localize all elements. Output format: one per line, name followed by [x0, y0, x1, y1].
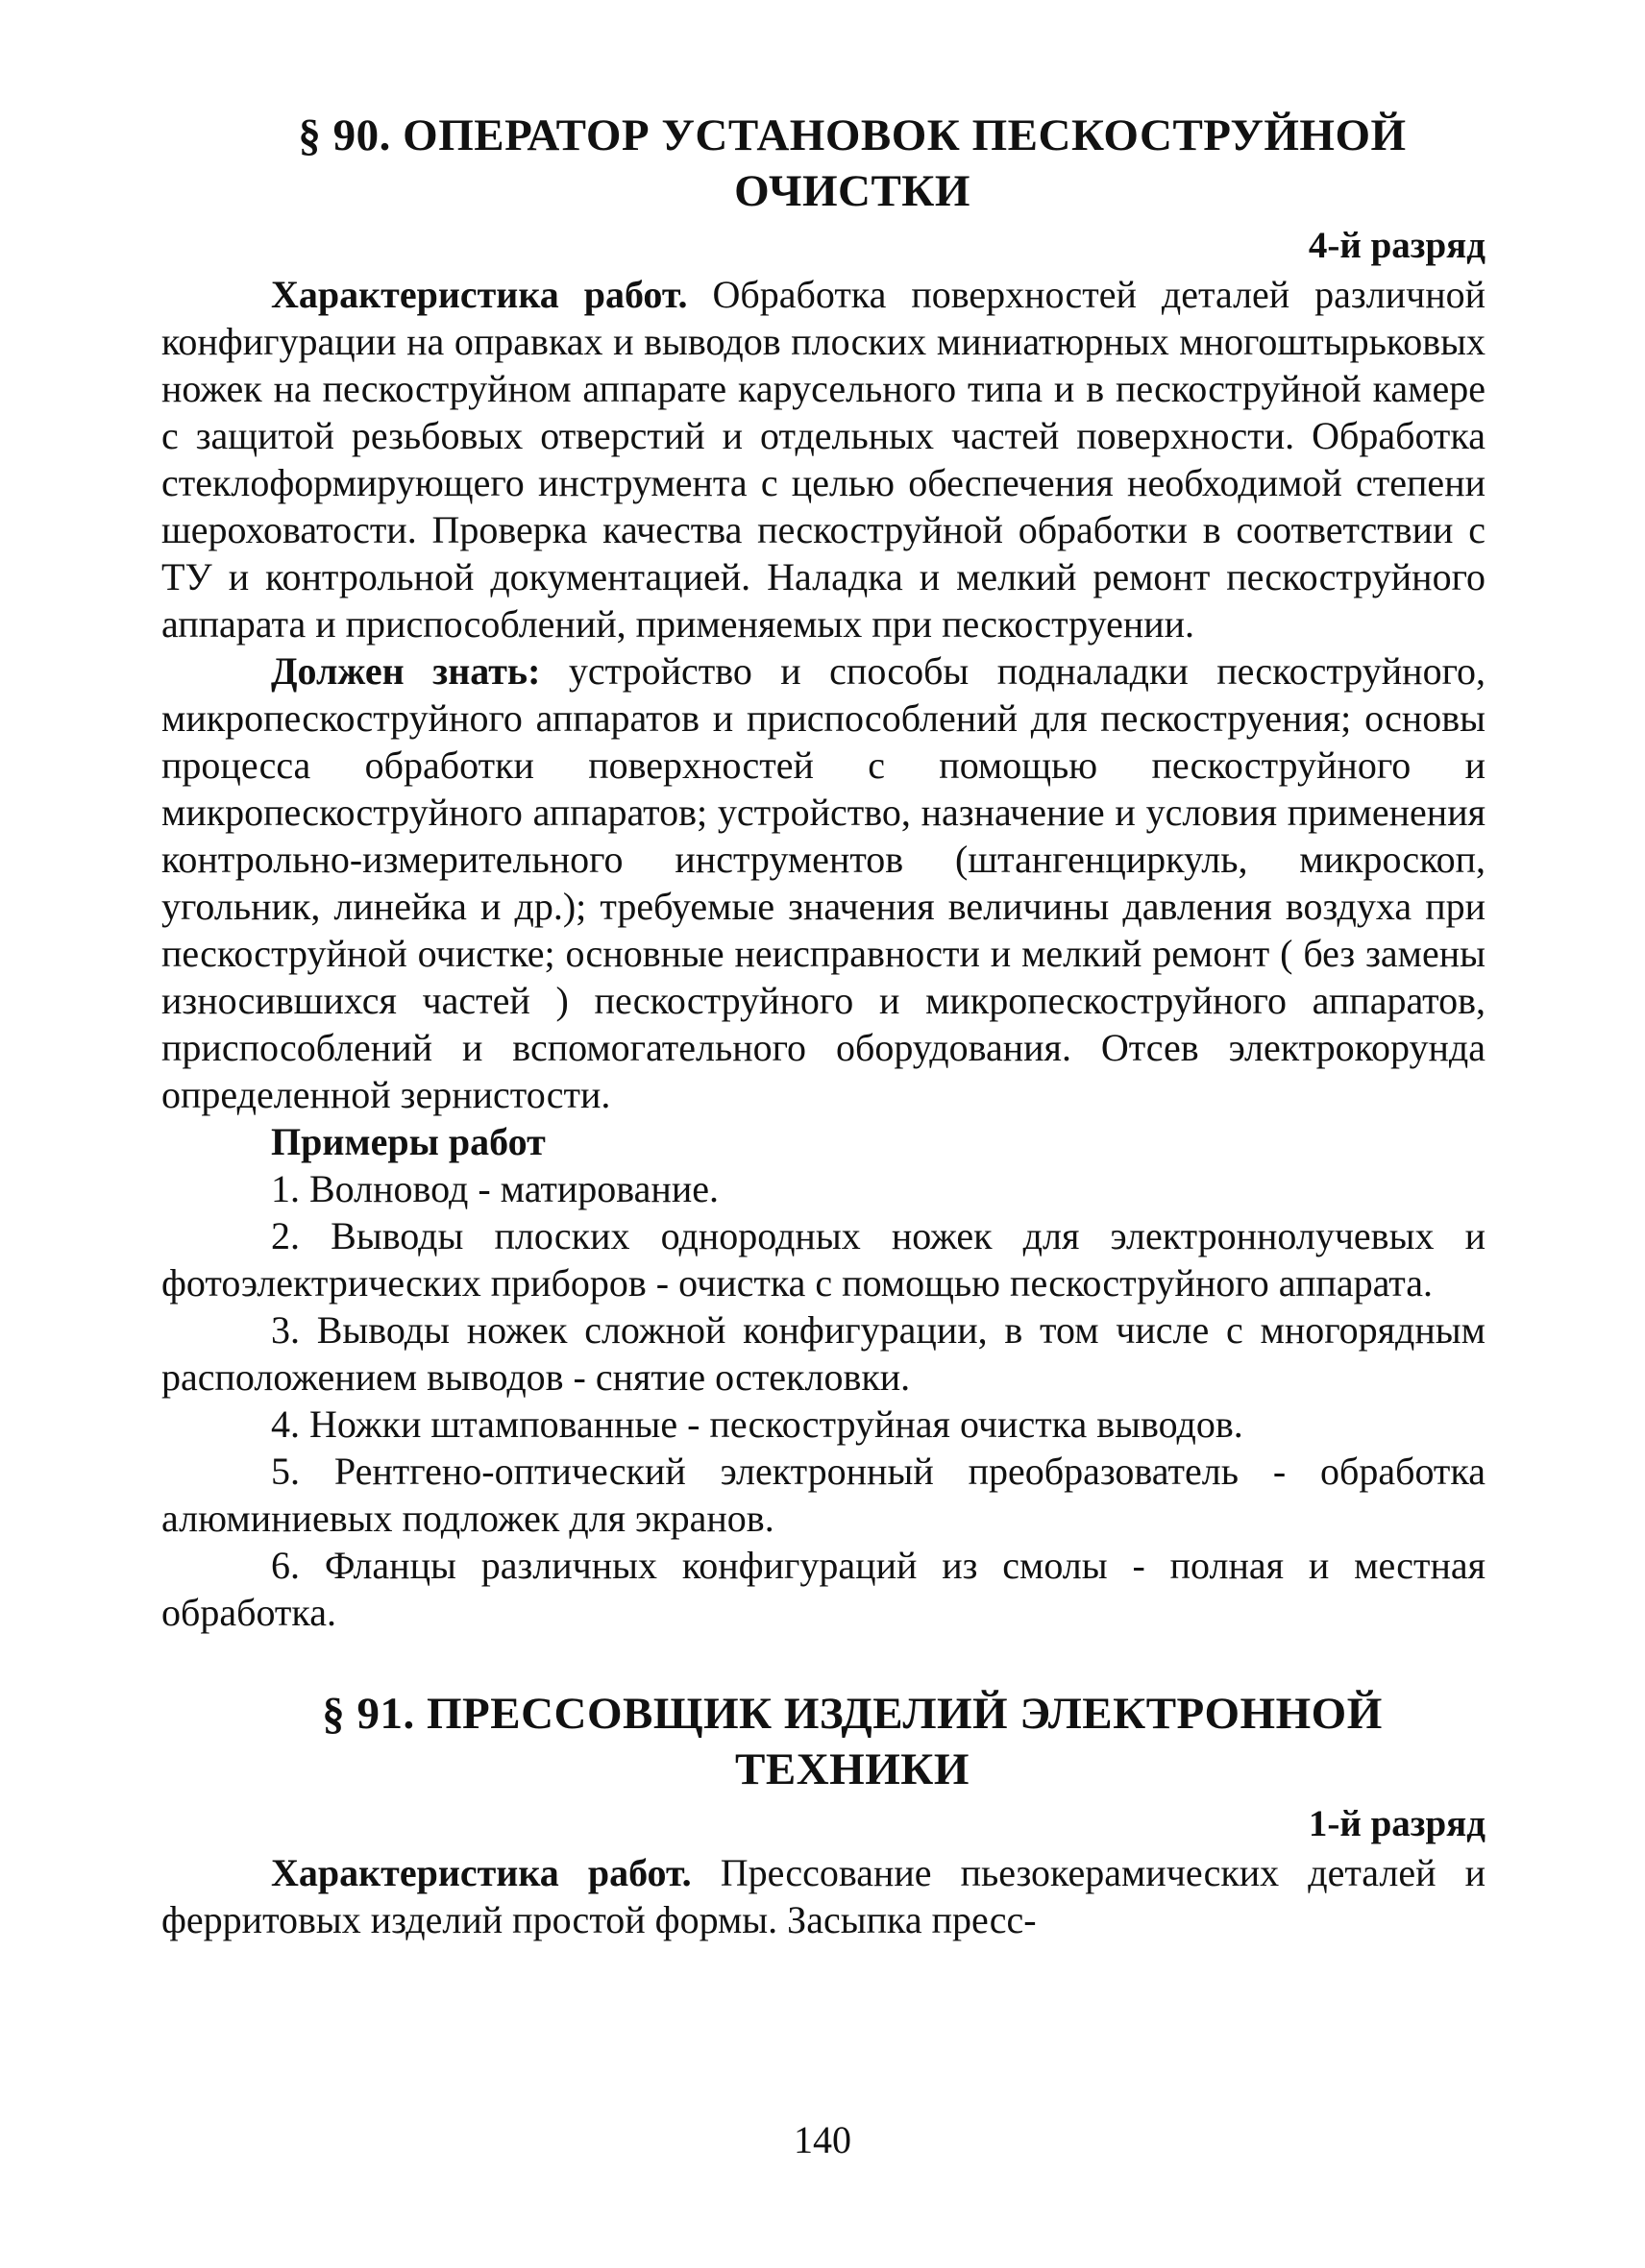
must-know-text: устройство и способы подналадки пескоструйного, микропескоструйного аппаратов и приспособлений для пескоструения; основы процесса обработки поверхностей с помощью пескоструйного и микропескоструйного аппаратов; устройство, назначение и условия применения контрольно-измерительного инструментов (штангенциркуль, микроскоп, угольник, линейка и др.); требуемые значения величины давления воздуха при пескоструйной очистке; основные неисправности и мелкий ремонт ( без замены износившихся частей ) пескоструйного и микропескоструйного аппаратов, приспособлений и вспомогательного оборудования. Отсев электрокорунда определенной зернистости.: [161, 649, 1485, 1116]
section-90-characteristic: [161, 271, 1485, 647]
examples-heading: Примеры работ: [271, 1120, 546, 1163]
must-know-label: Должен знать:: [271, 649, 541, 693]
example-item: 3. Выводы ножек сложной конфигурации, в том числе с многорядным расположением выводов - снятие остекловки.: [161, 1308, 1485, 1399]
characteristic-label: Характеристика работ.: [271, 1851, 692, 1894]
section-91-title: [219, 1686, 1485, 1797]
section-90-title-line1: § 90. ОПЕРАТОР УСТАНОВОК ПЕСКОСТРУЙНОЙ: [298, 110, 1407, 160]
document-page: [161, 108, 1485, 1943]
section-91-grade: 1-й разряд: [1308, 1803, 1485, 1844]
characteristic-text: Обработка поверхностей деталей различной конфигурации на оправках и выводов плоских миниатюрных многоштырьковых ножек на пескоструйном аппарате карусельного типа и в пескоструйной камере с защитой резьбовых отверстий и отдельных частей поверхности. Обработка стеклоформирующего инструмента с целью обеспечения необходимой степени шероховатости. Проверка качества пескоструйной обработки в соответствии с ТУ и контрольной документацией. Наладка и мелкий ремонт пескоструйного аппарата и приспособлений, применяемых при пескоструении.: [161, 273, 1486, 646]
section-91-title-line2: ТЕХНИКИ: [735, 1744, 970, 1794]
section-91-title-line1: § 91. ПРЕССОВЩИК ИЗДЕЛИЙ ЭЛЕКТРОННОЙ: [322, 1689, 1383, 1739]
page-number: 140: [794, 2118, 851, 2161]
section-91-characteristic: [161, 1849, 1485, 1943]
section-90-title-line2: ОЧИСТКИ: [734, 166, 970, 216]
example-item: 2. Выводы плоских однородных ножек для электроннолучевых и фотоэлектрических приборов - очистка с помощью пескоструйного аппарата.: [161, 1214, 1485, 1305]
characteristic-text: Прессование пьезокерамических деталей и ферритовых изделий простой формы. Засыпка пресс-: [161, 1851, 1485, 1941]
example-item: 4. Ножки штампованные - пескоструйная очистка выводов.: [271, 1402, 1243, 1446]
section-90-must-know: [161, 647, 1485, 1118]
section-90-grade: 4-й разряд: [1308, 225, 1485, 266]
section-spacer: [161, 1636, 1485, 1686]
section-90-title: [219, 108, 1485, 219]
example-item: 5. Рентгено-оптический электронный преобразователь - обработка алюминиевых подложек для экранов.: [161, 1450, 1485, 1540]
characteristic-label: Характеристика работ.: [271, 273, 688, 316]
example-item: 6. Фланцы различных конфигураций из смолы - полная и местная обработка.: [161, 1544, 1485, 1634]
example-item: 1. Волновод - матирование.: [271, 1167, 719, 1210]
